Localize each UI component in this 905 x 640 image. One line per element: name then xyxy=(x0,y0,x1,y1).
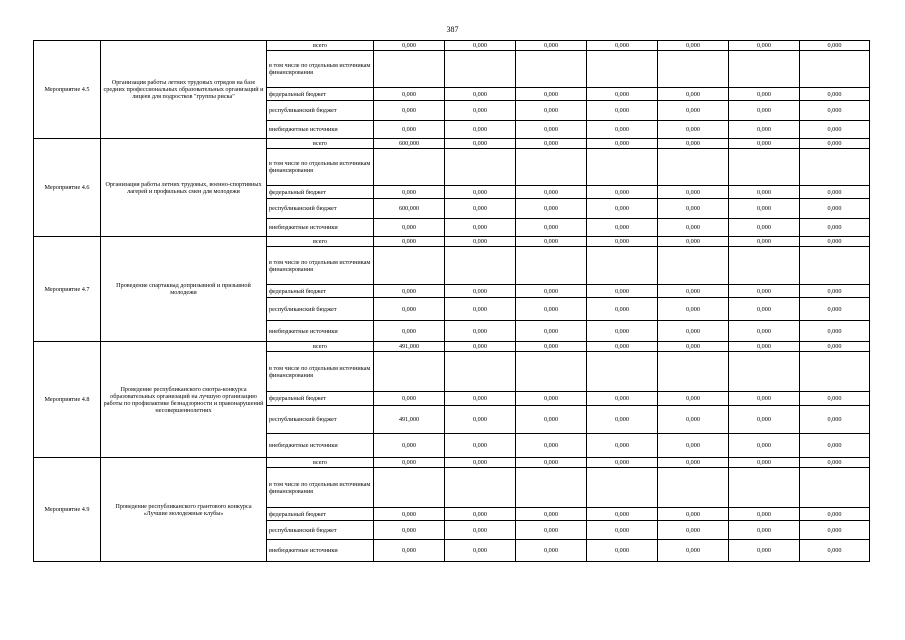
amount-cell xyxy=(516,352,587,392)
amount-cell: 0,000 xyxy=(445,186,516,199)
amount-cell: 0,000 xyxy=(445,521,516,540)
amount-cell: 491,000 xyxy=(374,342,445,352)
amount-cell: 600,000 xyxy=(374,199,445,219)
amount-cell: 0,000 xyxy=(800,321,870,342)
amount-cell: 0,000 xyxy=(516,540,587,562)
amount-cell: 0,000 xyxy=(729,88,800,101)
amount-cell: 0,000 xyxy=(658,508,729,521)
amount-cell xyxy=(729,247,800,285)
amount-cell: 0,000 xyxy=(800,406,870,434)
amount-cell: 0,000 xyxy=(374,219,445,237)
amount-cell xyxy=(729,149,800,186)
amount-cell: 0,000 xyxy=(729,458,800,468)
amount-cell xyxy=(587,468,658,508)
amount-cell xyxy=(516,247,587,285)
amount-cell xyxy=(729,51,800,88)
amount-cell: 0,000 xyxy=(800,199,870,219)
amount-cell: 0,000 xyxy=(729,285,800,298)
amount-cell: 0,000 xyxy=(516,392,587,406)
amount-cell xyxy=(445,247,516,285)
amount-cell: 0,000 xyxy=(800,237,870,247)
amount-cell: 0,000 xyxy=(445,219,516,237)
amount-cell: 0,000 xyxy=(658,219,729,237)
funding-source-label: федеральный бюджет xyxy=(267,186,374,199)
amount-cell: 0,000 xyxy=(445,139,516,149)
amount-cell xyxy=(587,247,658,285)
amount-cell: 0,000 xyxy=(658,237,729,247)
measure-name: Мероприятие 4.7 xyxy=(34,237,101,342)
amount-cell xyxy=(374,247,445,285)
amount-cell: 0,000 xyxy=(658,285,729,298)
amount-cell: 0,000 xyxy=(374,88,445,101)
amount-cell: 0,000 xyxy=(516,521,587,540)
amount-cell xyxy=(374,352,445,392)
funding-source-label: республиканский бюджет xyxy=(267,406,374,434)
measure-description: Организация работы летних трудовых, военно-спортивных лагерей и профильных смен для молодежи xyxy=(101,139,267,237)
amount-cell: 0,000 xyxy=(729,540,800,562)
amount-cell: 0,000 xyxy=(516,508,587,521)
amount-cell xyxy=(800,468,870,508)
amount-cell: 0,000 xyxy=(800,392,870,406)
amount-cell: 0,000 xyxy=(516,199,587,219)
funding-source-label: республиканский бюджет xyxy=(267,101,374,121)
amount-cell xyxy=(374,149,445,186)
amount-cell xyxy=(800,149,870,186)
amount-cell xyxy=(445,352,516,392)
amount-cell: 0,000 xyxy=(374,101,445,121)
amount-cell xyxy=(516,149,587,186)
amount-cell xyxy=(729,352,800,392)
amount-cell: 0,000 xyxy=(587,285,658,298)
funding-source-label: в том числе по отдельным источникам финансирования xyxy=(267,149,374,186)
amount-cell: 0,000 xyxy=(374,434,445,458)
funding-source-label: федеральный бюджет xyxy=(267,88,374,101)
table-row xyxy=(34,139,870,149)
amount-cell: 0,000 xyxy=(658,392,729,406)
amount-cell: 0,000 xyxy=(374,540,445,562)
amount-cell: 0,000 xyxy=(587,186,658,199)
amount-cell: 0,000 xyxy=(516,434,587,458)
amount-cell: 0,000 xyxy=(516,298,587,321)
funding-source-label: федеральный бюджет xyxy=(267,392,374,406)
amount-cell: 0,000 xyxy=(445,392,516,406)
amount-cell: 0,000 xyxy=(445,41,516,51)
amount-cell: 0,000 xyxy=(374,508,445,521)
amount-cell: 0,000 xyxy=(658,434,729,458)
amount-cell xyxy=(800,247,870,285)
amount-cell: 0,000 xyxy=(658,186,729,199)
amount-cell: 0,000 xyxy=(800,298,870,321)
table-row xyxy=(34,342,870,352)
amount-cell: 0,000 xyxy=(800,41,870,51)
amount-cell: 0,000 xyxy=(445,199,516,219)
funding-source-label: в том числе по отдельным источникам финансирования xyxy=(267,247,374,285)
amount-cell: 0,000 xyxy=(729,41,800,51)
funding-source-label: внебюджетные источники xyxy=(267,434,374,458)
amount-cell: 0,000 xyxy=(516,406,587,434)
amount-cell: 0,000 xyxy=(800,508,870,521)
funding-source-label: всего xyxy=(267,237,374,247)
amount-cell xyxy=(658,247,729,285)
amount-cell: 0,000 xyxy=(445,101,516,121)
amount-cell: 0,000 xyxy=(445,237,516,247)
amount-cell: 0,000 xyxy=(729,298,800,321)
amount-cell: 0,000 xyxy=(729,139,800,149)
amount-cell: 0,000 xyxy=(658,199,729,219)
amount-cell: 0,000 xyxy=(587,458,658,468)
amount-cell: 0,000 xyxy=(800,521,870,540)
amount-cell: 0,000 xyxy=(800,540,870,562)
amount-cell: 0,000 xyxy=(729,219,800,237)
amount-cell xyxy=(658,468,729,508)
amount-cell: 0,000 xyxy=(516,237,587,247)
amount-cell: 0,000 xyxy=(587,521,658,540)
amount-cell: 0,000 xyxy=(658,101,729,121)
amount-cell: 0,000 xyxy=(587,342,658,352)
amount-cell xyxy=(374,51,445,88)
amount-cell: 0,000 xyxy=(587,88,658,101)
amount-cell: 0,000 xyxy=(729,186,800,199)
funding-source-label: федеральный бюджет xyxy=(267,508,374,521)
amount-cell: 0,000 xyxy=(800,285,870,298)
amount-cell xyxy=(658,51,729,88)
funding-source-label: всего xyxy=(267,458,374,468)
measure-name: Мероприятие 4.9 xyxy=(34,458,101,562)
measure-description: Организация работы летних трудовых отрядов на базе средних профессиональных образовательных организаций и лицеев для подростков "группы риска" xyxy=(101,41,267,139)
amount-cell: 0,000 xyxy=(800,219,870,237)
amount-cell: 0,000 xyxy=(800,121,870,139)
funding-source-label: республиканский бюджет xyxy=(267,298,374,321)
amount-cell: 0,000 xyxy=(587,392,658,406)
amount-cell: 0,000 xyxy=(658,139,729,149)
amount-cell: 0,000 xyxy=(658,540,729,562)
amount-cell: 0,000 xyxy=(374,41,445,51)
amount-cell: 0,000 xyxy=(445,321,516,342)
amount-cell: 0,000 xyxy=(587,121,658,139)
amount-cell: 0,000 xyxy=(445,458,516,468)
amount-cell: 0,000 xyxy=(374,298,445,321)
page-number: 387 xyxy=(446,25,459,34)
amount-cell: 0,000 xyxy=(445,88,516,101)
amount-cell: 0,000 xyxy=(658,521,729,540)
amount-cell: 0,000 xyxy=(445,121,516,139)
amount-cell: 0,000 xyxy=(516,321,587,342)
amount-cell: 0,000 xyxy=(800,434,870,458)
amount-cell: 0,000 xyxy=(374,321,445,342)
amount-cell: 0,000 xyxy=(729,406,800,434)
funding-source-label: в том числе по отдельным источникам финансирования xyxy=(267,51,374,88)
amount-cell: 0,000 xyxy=(800,342,870,352)
amount-cell: 0,000 xyxy=(729,521,800,540)
amount-cell: 0,000 xyxy=(729,321,800,342)
amount-cell: 0,000 xyxy=(516,186,587,199)
amount-cell: 0,000 xyxy=(658,121,729,139)
amount-cell: 0,000 xyxy=(587,219,658,237)
amount-cell xyxy=(729,468,800,508)
funding-source-label: всего xyxy=(267,139,374,149)
amount-cell: 0,000 xyxy=(445,298,516,321)
amount-cell: 0,000 xyxy=(516,41,587,51)
amount-cell: 0,000 xyxy=(587,434,658,458)
amount-cell: 0,000 xyxy=(658,342,729,352)
amount-cell: 0,000 xyxy=(658,406,729,434)
amount-cell: 0,000 xyxy=(729,392,800,406)
amount-cell: 0,000 xyxy=(374,458,445,468)
amount-cell xyxy=(445,468,516,508)
amount-cell: 0,000 xyxy=(800,186,870,199)
amount-cell: 0,000 xyxy=(516,88,587,101)
measure-name: Мероприятие 4.8 xyxy=(34,342,101,458)
funding-source-label: внебюджетные источники xyxy=(267,121,374,139)
amount-cell xyxy=(516,468,587,508)
amount-cell: 0,000 xyxy=(374,237,445,247)
measure-description: Проведение спартакиад допризывной и призывной молодежи xyxy=(101,237,267,342)
amount-cell: 0,000 xyxy=(729,508,800,521)
amount-cell: 600,000 xyxy=(374,139,445,149)
amount-cell: 0,000 xyxy=(374,392,445,406)
amount-cell: 0,000 xyxy=(800,139,870,149)
funding-source-label: республиканский бюджет xyxy=(267,521,374,540)
funding-source-label: федеральный бюджет xyxy=(267,285,374,298)
amount-cell: 0,000 xyxy=(729,101,800,121)
budget-table xyxy=(33,40,870,562)
funding-source-label: внебюджетные источники xyxy=(267,321,374,342)
amount-cell: 0,000 xyxy=(445,540,516,562)
amount-cell: 0,000 xyxy=(445,285,516,298)
amount-cell: 0,000 xyxy=(374,121,445,139)
funding-source-label: всего xyxy=(267,342,374,352)
amount-cell: 0,000 xyxy=(445,434,516,458)
amount-cell: 0,000 xyxy=(800,88,870,101)
amount-cell xyxy=(587,51,658,88)
amount-cell: 0,000 xyxy=(374,285,445,298)
amount-cell xyxy=(445,51,516,88)
amount-cell: 0,000 xyxy=(729,237,800,247)
amount-cell xyxy=(658,149,729,186)
amount-cell: 0,000 xyxy=(516,342,587,352)
funding-source-label: в том числе по отдельным источникам финансирования xyxy=(267,468,374,508)
amount-cell: 0,000 xyxy=(587,101,658,121)
amount-cell: 0,000 xyxy=(516,101,587,121)
amount-cell: 0,000 xyxy=(587,237,658,247)
amount-cell: 0,000 xyxy=(587,199,658,219)
amount-cell: 0,000 xyxy=(587,139,658,149)
table-row xyxy=(34,458,870,468)
amount-cell: 0,000 xyxy=(658,88,729,101)
amount-cell: 0,000 xyxy=(587,406,658,434)
funding-source-label: всего xyxy=(267,41,374,51)
amount-cell: 0,000 xyxy=(374,186,445,199)
amount-cell: 0,000 xyxy=(658,321,729,342)
amount-cell xyxy=(587,352,658,392)
amount-cell: 0,000 xyxy=(587,298,658,321)
table-row xyxy=(34,237,870,247)
amount-cell: 0,000 xyxy=(516,219,587,237)
amount-cell: 0,000 xyxy=(800,101,870,121)
amount-cell: 0,000 xyxy=(587,41,658,51)
amount-cell: 0,000 xyxy=(658,298,729,321)
measure-name: Мероприятие 4.6 xyxy=(34,139,101,237)
amount-cell: 0,000 xyxy=(729,199,800,219)
amount-cell: 491,000 xyxy=(374,406,445,434)
funding-source-label: внебюджетные источники xyxy=(267,540,374,562)
funding-source-label: в том числе по отдельным источникам финансирования xyxy=(267,352,374,392)
amount-cell: 0,000 xyxy=(658,41,729,51)
amount-cell: 0,000 xyxy=(516,121,587,139)
amount-cell: 0,000 xyxy=(516,458,587,468)
measure-description: Проведение республиканского грантового конкурса «Лучшие молодежные клубы» xyxy=(101,458,267,562)
amount-cell: 0,000 xyxy=(729,342,800,352)
funding-source-label: внебюджетные источники xyxy=(267,219,374,237)
amount-cell: 0,000 xyxy=(374,521,445,540)
measure-name: Мероприятие 4.5 xyxy=(34,41,101,139)
amount-cell xyxy=(445,149,516,186)
amount-cell: 0,000 xyxy=(587,321,658,342)
funding-source-label: республиканский бюджет xyxy=(267,199,374,219)
amount-cell xyxy=(587,149,658,186)
amount-cell: 0,000 xyxy=(587,508,658,521)
amount-cell: 0,000 xyxy=(445,342,516,352)
amount-cell xyxy=(374,468,445,508)
amount-cell: 0,000 xyxy=(445,406,516,434)
amount-cell: 0,000 xyxy=(729,121,800,139)
measure-description: Проведение республиканского смотра-конкурса образовательных организаций на лучшую организацию работы по профилактике безнадзорности и правонарушений несовершеннолетних xyxy=(101,342,267,458)
amount-cell: 0,000 xyxy=(516,139,587,149)
amount-cell xyxy=(800,352,870,392)
amount-cell: 0,000 xyxy=(800,458,870,468)
amount-cell: 0,000 xyxy=(658,458,729,468)
amount-cell: 0,000 xyxy=(587,540,658,562)
table-row xyxy=(34,41,870,51)
amount-cell: 0,000 xyxy=(516,285,587,298)
amount-cell xyxy=(800,51,870,88)
amount-cell xyxy=(658,352,729,392)
amount-cell xyxy=(516,51,587,88)
amount-cell: 0,000 xyxy=(445,508,516,521)
amount-cell: 0,000 xyxy=(729,434,800,458)
